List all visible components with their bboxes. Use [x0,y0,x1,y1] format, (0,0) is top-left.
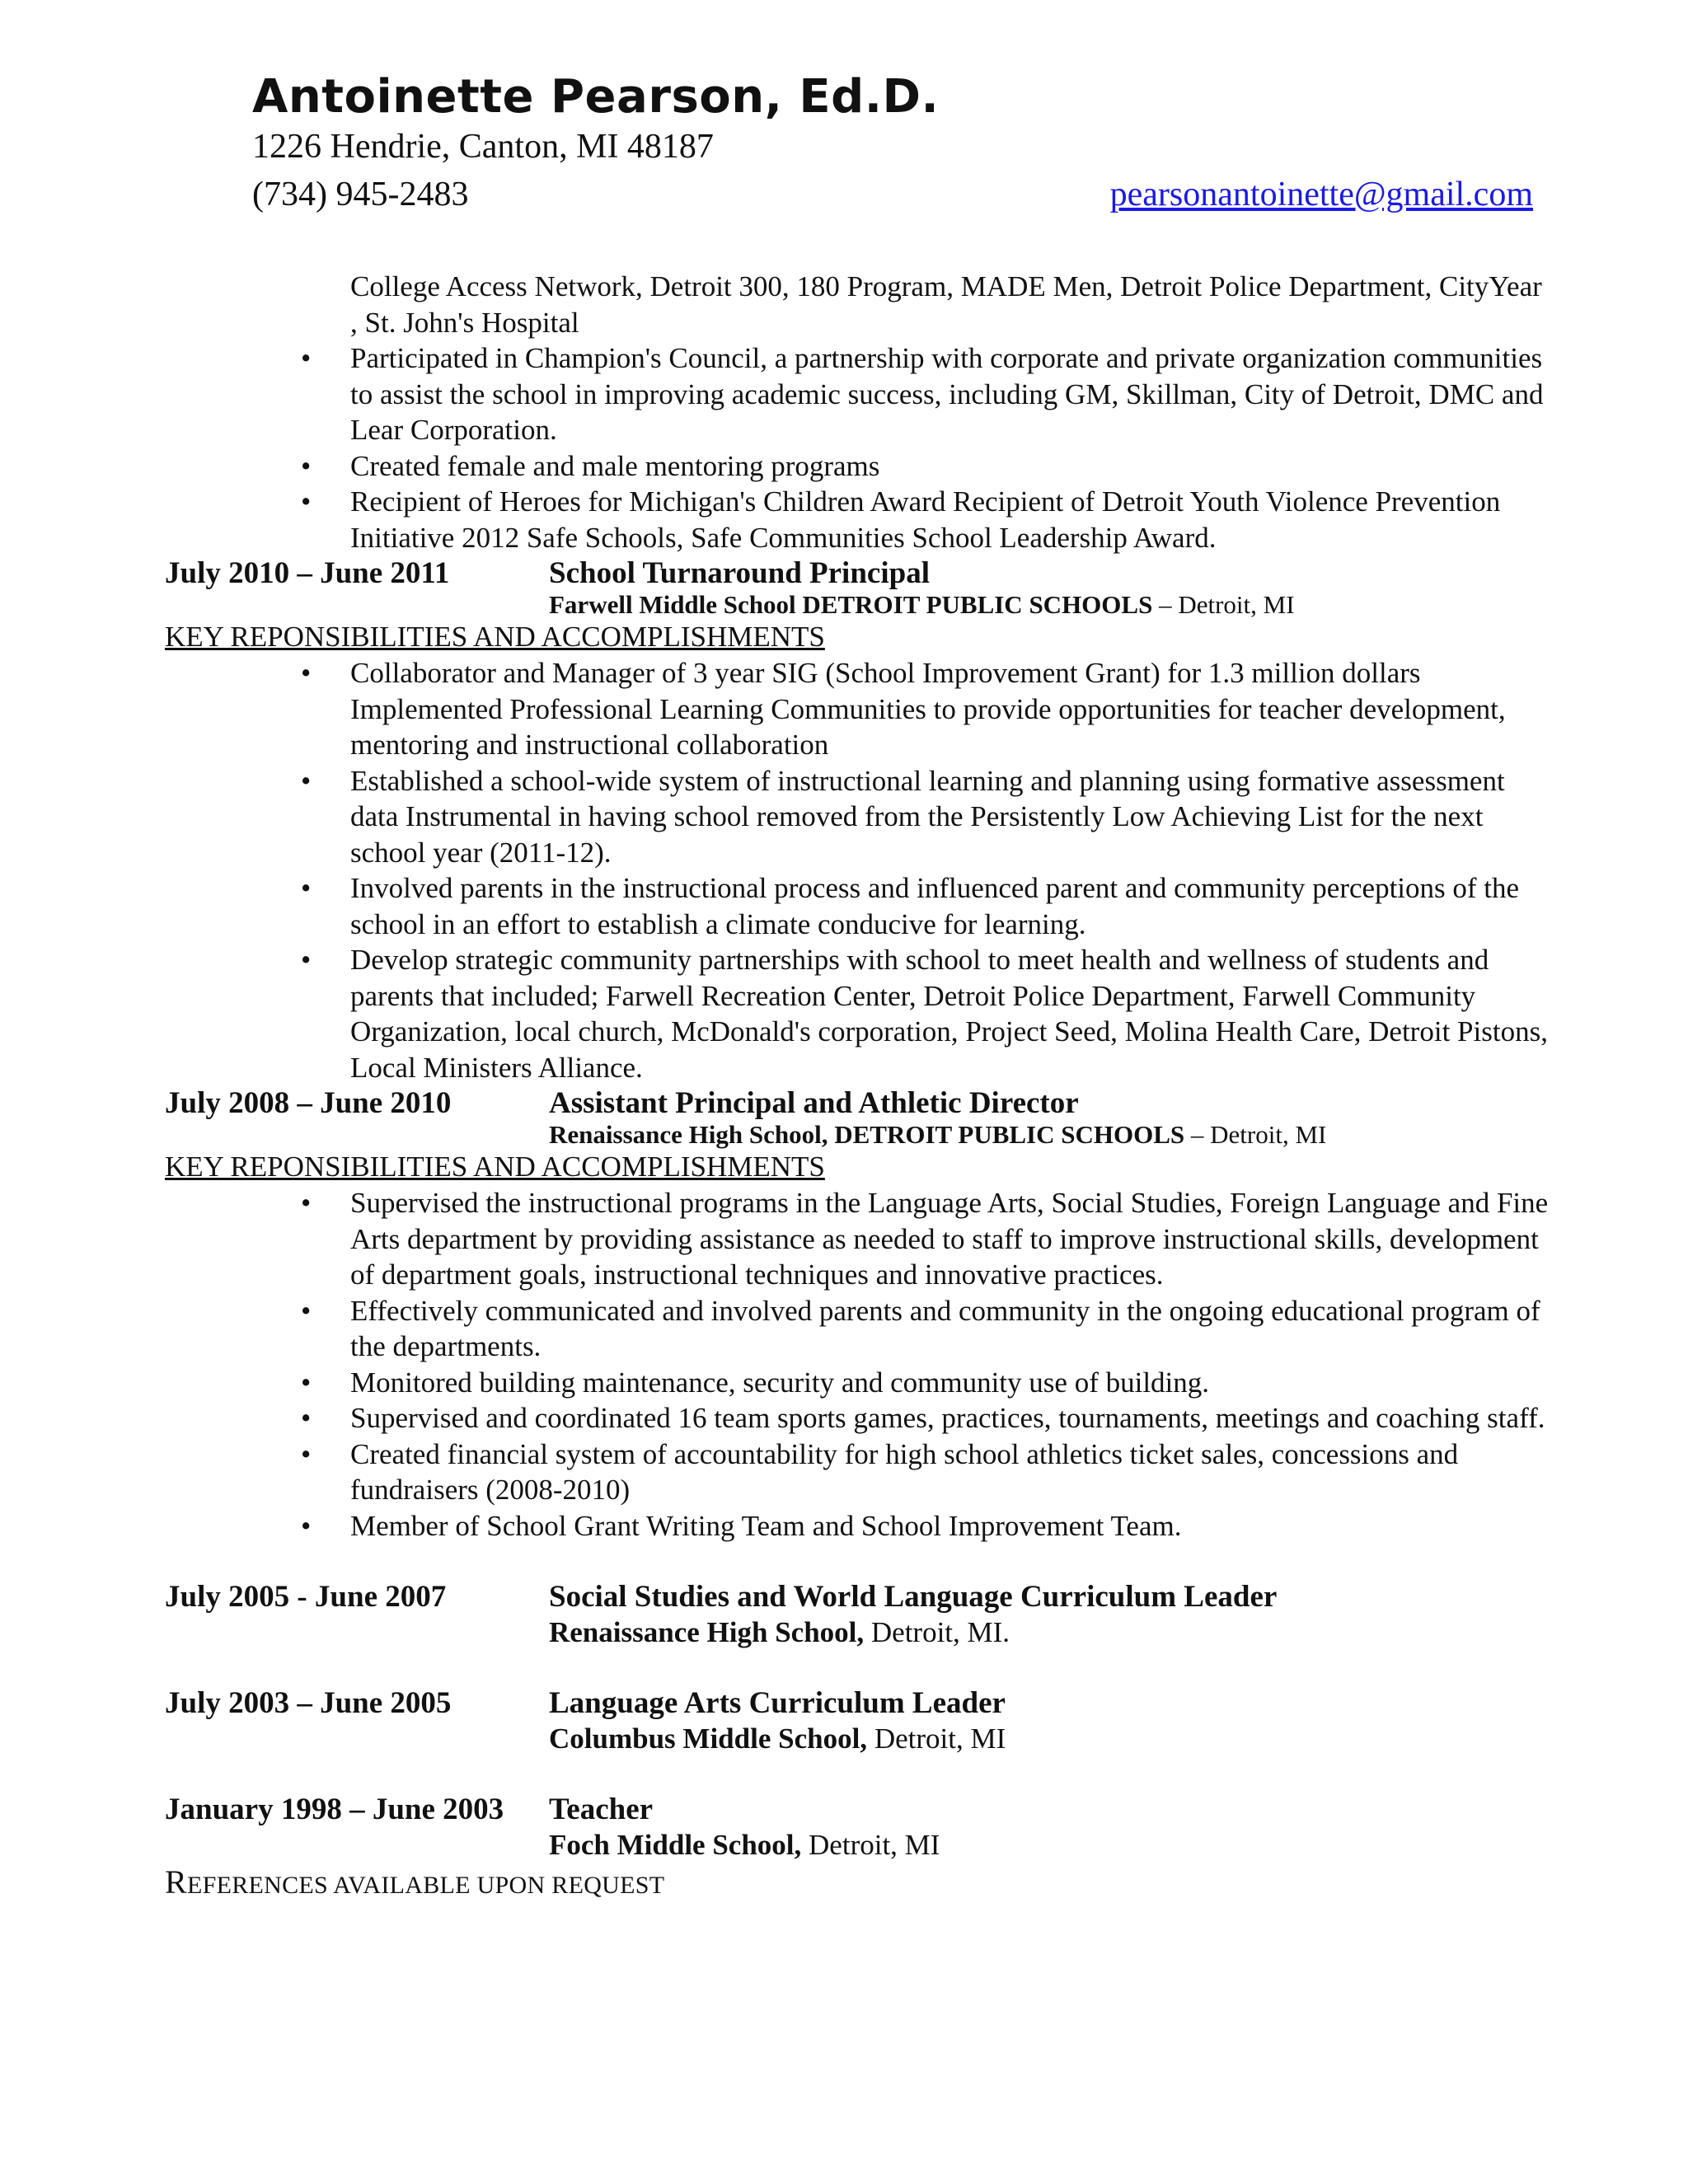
list-item: • Monitored building maintenance, security and community use of building. [165,1365,1550,1401]
spacer [165,1756,1550,1792]
job-heading [165,1085,1550,1121]
school-location: Detroit, MI [801,1829,940,1861]
job-heading [165,1792,1550,1827]
job-school [165,1615,1550,1650]
school-name: Renaissance High School, DETROIT PUBLIC SCHOOLS [549,1120,1185,1149]
spacer [165,1650,1550,1685]
job-title: School Turnaround Principal [549,556,930,590]
job-heading [165,555,1550,591]
job-bullet-list [165,655,1550,1085]
list-item: • Develop strategic community partnerships with school to meet health and wellness of students and parents that included; Farwell Recreation Center, Detroit Police Department, Farwell Community Organization, local church, McDonald's corporation, Project Seed, Molina Health Care, Detroit Pistons, Local Ministers Alliance. [165,942,1550,1085]
list-item: • Supervised and coordinated 16 team sports games, practices, tournaments, meetings and coaching staff. [165,1400,1550,1436]
job-title: Teacher [549,1793,654,1826]
resume-name: Antoinette Pearson, Ed.D. [252,70,940,124]
section-label: KEY REPONSIBILITIES AND ACCOMPLISHMENTS [165,1151,825,1183]
references-rest: EFERENCES AVAILABLE UPON REQUEST [186,1872,665,1899]
job-title: Language Arts Curriculum Leader [549,1686,1006,1720]
list-item: • Involved parents in the instructional process and influenced parent and community perceptions of the school in an effort to establish a climate conducive for learning. [165,870,1550,942]
continued-bullet-list [165,269,1550,555]
job-school [165,591,1550,619]
job-school [165,1827,1550,1863]
references-initial: R [165,1863,187,1900]
job-heading [165,1579,1550,1615]
list-item: • Created financial system of accountability for high school athletics ticket sales, concessions and fundraisers (2008-2010) [165,1436,1550,1508]
job-school [165,1121,1550,1149]
spacer [165,1544,1550,1579]
school-location: Detroit, MI [867,1722,1006,1755]
list-item: • Collaborator and Manager of 3 year SIG (School Improvement Grant) for 1.3 million dollars Implemented Professional Learning Communities to provide opportunities for teacher development, mentoring and instructional collaboration [165,655,1550,763]
job-bullet-list [165,1185,1550,1544]
list-item: • Participated in Champion's Council, a partnership with corporate and private organization communities to assist the school in improving academic success, including GM, Skillman, City of Detroit, DMC and Lear Corporation. [165,340,1550,448]
school-name: Farwell Middle School DETROIT PUBLIC SCHOOLS [549,590,1153,619]
job-dates: July 2005 - June 2007 [165,1580,447,1614]
list-item: • Supervised the instructional programs in the Language Arts, Social Studies, Foreign Language and Fine Arts department by providing assistance as needed to staff to improve instructional skills, development of department goals, instructional techniques and innovative practices. [165,1185,1550,1293]
list-item: College Access Network, Detroit 300, 180 Program, MADE Men, Detroit Police Department, CityYear , St. John's Hospital [350,270,1542,339]
job-title: Social Studies and World Language Curriculum Leader [549,1580,1278,1614]
job-school [165,1721,1550,1756]
school-name: Renaissance High School, [549,1616,865,1648]
resume-body [165,269,1550,1905]
job-dates: July 2003 – June 2005 [165,1686,452,1720]
job-heading [165,1685,1550,1721]
job-title: Assistant Principal and Athletic Director [549,1086,1079,1120]
section-label: KEY REPONSIBILITIES AND ACCOMPLISHMENTS [165,621,825,653]
job-dates: July 2010 – June 2011 [165,556,450,590]
school-location: – Detroit, MI [1152,590,1295,619]
school-name: Foch Middle School, [549,1829,802,1861]
list-item: • Created female and male mentoring programs [165,448,1550,485]
job-dates: July 2008 – June 2010 [165,1086,452,1120]
phone-number: (734) 945-2483 [252,176,469,213]
school-location: Detroit, MI. [864,1616,1010,1648]
list-item: • Recipient of Heroes for Michigan's Children Award Recipient of Detroit Youth Violence Prevention Initiative 2012 Safe Schools, Safe Communities School Leadership Award. [165,484,1550,555]
email-link[interactable]: pearsonantoinette@gmail.com [1109,176,1533,213]
address: 1226 Hendrie, Canton, MI 48187 [252,128,714,166]
list-item: • Effectively communicated and involved parents and community in the ongoing educational program of the departments. [165,1293,1550,1365]
job-dates: January 1998 – June 2003 [165,1793,504,1826]
list-item: • Established a school-wide system of instructional learning and planning using formative assessment data Instrumental in having school removed from the Persistently Low Achieving List for the next school year (2011-12). [165,763,1550,871]
school-name: Columbus Middle School, [549,1722,868,1755]
references-note [165,1863,1550,1905]
school-location: – Detroit, MI [1184,1120,1327,1149]
list-item: • Member of School Grant Writing Team and School Improvement Team. [165,1508,1550,1544]
